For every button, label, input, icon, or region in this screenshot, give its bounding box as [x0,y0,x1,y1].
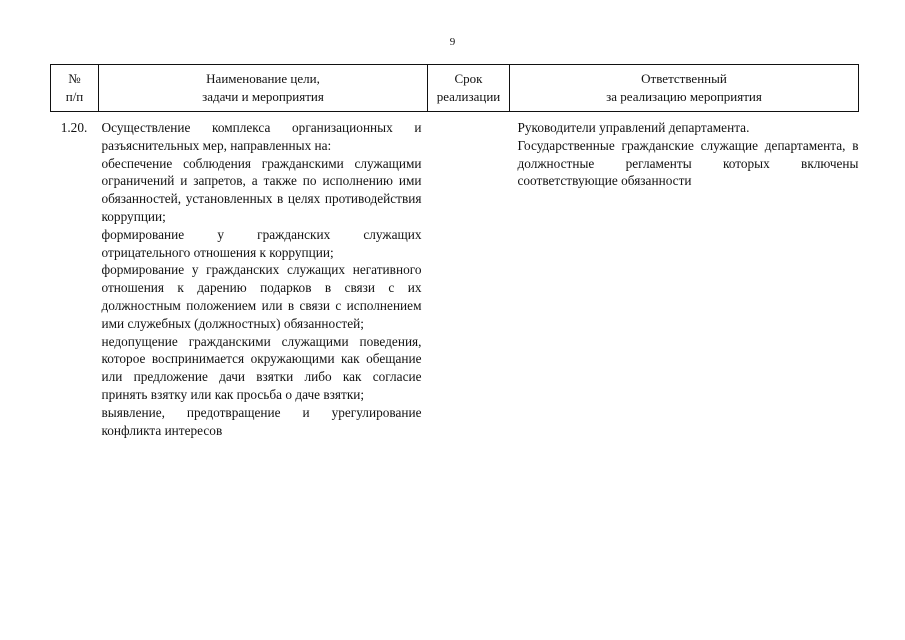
goal-paragraph: формирование у гражданских служащих отрицательного отношения к коррупции; [101,226,422,260]
responsible-paragraph: Государственные гражданские служащие департамента, в должностные регламенты которых включены соответствующие обязанности [517,137,859,189]
row-responsible [510,112,859,441]
header-responsible-line-1: Ответственный [641,71,727,86]
goal-paragraph: недопущение гражданскими служащими поведения, которое воспринимается окружающими как обещание или предложение дачи взятки либо как согласие принять взятку или как просьба о даче взятки; [101,333,422,402]
responsible-paragraph: Руководители управлений департамента. [517,120,750,135]
page-number: 9 [449,36,456,48]
measures-table [50,64,859,440]
goal-paragraph: выявление, предотвращение и урегулирование конфликта интересов [101,404,422,438]
header-goal-line-2: задачи и мероприятия [202,89,324,104]
header-deadline-line-2: реализации [436,89,501,104]
header-number [51,65,99,112]
header-goal-line-1: Наименование цели, [206,71,320,86]
row-goal [99,112,428,441]
header-deadline [428,65,510,112]
header-goal [99,65,428,112]
header-responsible [510,65,859,112]
header-responsible-line-2: за реализацию мероприятия [606,89,762,104]
row-number: 1.20. [60,120,88,135]
table-row [51,112,859,441]
table-header-row [51,65,859,112]
row-deadline [428,112,510,441]
goal-paragraph: Осуществление комплекса организационных и разъяснительных мер, направленных на: [101,120,422,153]
header-number-line-1: № [68,71,81,86]
goal-paragraph: обеспечение соблюдения гражданскими служащими ограничений и запретов, а также по исполнению ими обязанностей, установленных в целях противодействия коррупции; [101,155,422,224]
goal-paragraph: формирование у гражданских служащих негативного отношения к дарению подарков в связи с их должностным положением или в связи с исполнением ими служебных (должностных) обязанностей; [101,262,422,331]
header-number-line-2: п/п [65,89,84,104]
header-deadline-line-1: Срок [454,71,483,86]
